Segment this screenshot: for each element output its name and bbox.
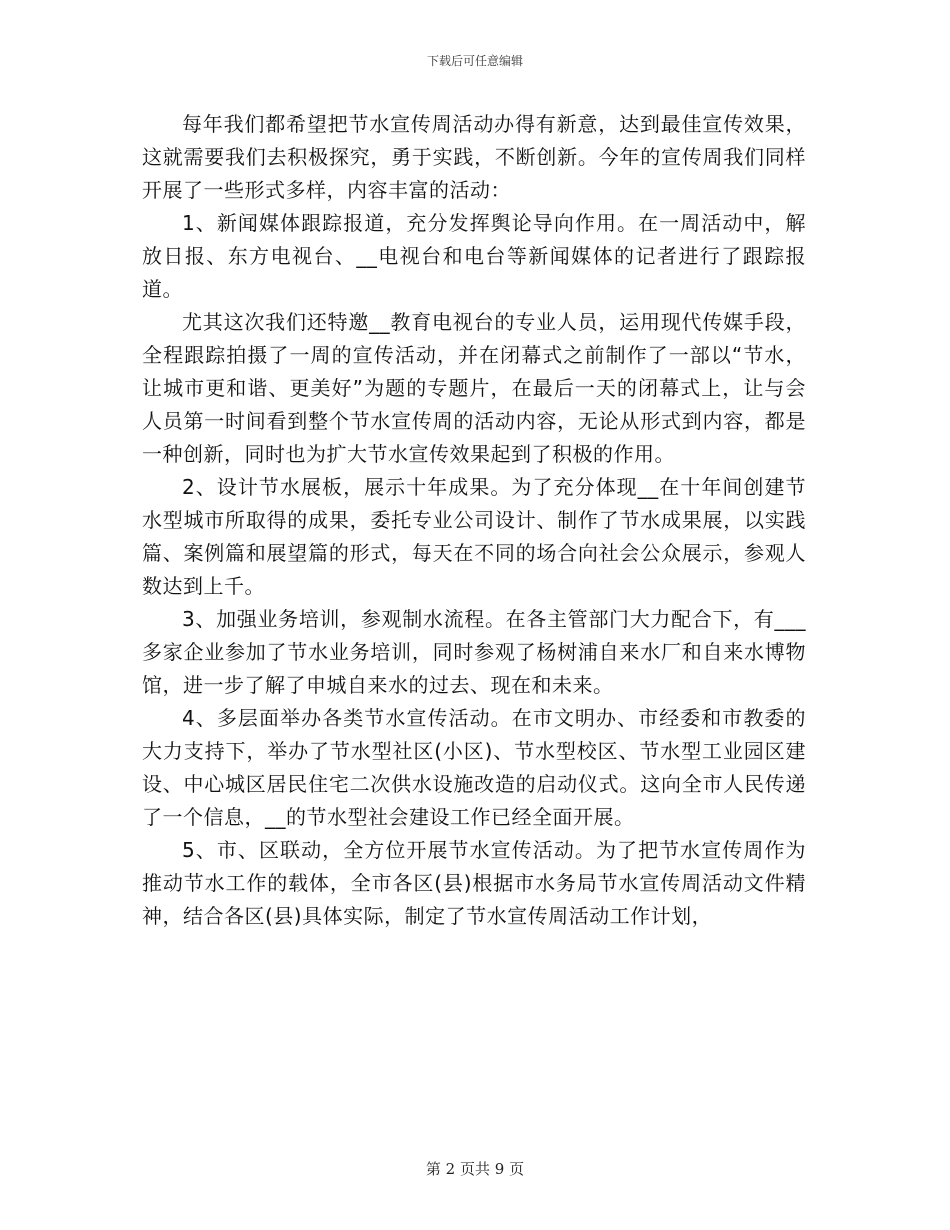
paragraph-intro: 每年我们都希望把节水宣传周活动办得有新意，达到最佳宣传效果，这就需要我们去积极探究，勇于实践，不断创新。今年的宣传周我们同样开展了一些形式多样，内容丰富的活动： [142, 112, 806, 202]
document-body [142, 108, 806, 1138]
paragraph-item-4: 4、多层面举办各类节水宣传活动。在市文明办、市经委和市教委的大力支持下，举办了节水型社区(小区)、节水型校区、节水型工业园区建设、中心城区居民住宅二次供水设施改造的启动仪式。这向全市人民传递了一个信息，__的节水型社会建设工作已经全面开展。 [142, 706, 806, 829]
page-number: 第 2 页共 9 页 [425, 1160, 525, 1178]
page-header: 下载后可任意编辑 [426, 54, 523, 68]
paragraph-item-1-detail: 尤其这次我们还特邀__教育电视台的专业人员，运用现代传媒手段，全程跟踪拍摄了一周的宣传活动，并在闭幕式之前制作了一部以“节水，让城市更和谐、更美好”为题的专题片，在最后一天的闭幕式上，让与会人员第一时间看到整个节水宣传周的活动内容，无论从形式到内容，都是一种创新，同时也为扩大节水宣传效果起到了积极的作用。 [142, 310, 806, 466]
paragraph-item-5: 5、市、区联动，全方位开展节水宣传活动。为了把节水宣传周作为推动节水工作的载体，全市各区(县)根据市水务局节水宣传周活动文件精神，结合各区(县)具体实际，制定了节水宣传周活动工作计划， [142, 838, 806, 928]
paragraph-item-2: 2、设计节水展板，展示十年成果。为了充分体现__在十年间创建节水型城市所取得的成果，委托专业公司设计、制作了节水成果展，以实践篇、案例篇和展望篇的形式，每天在不同的场合向社会公众展示，参观人数达到上千。 [142, 475, 806, 598]
paragraph-item-3: 3、加强业务培训，参观制水流程。在各主管部门大力配合下，有___多家企业参加了节水业务培训，同时参观了杨树浦自来水厂和自来水博物馆，进一步了解了申城自来水的过去、现在和未来。 [142, 607, 806, 697]
paragraph-item-1: 1、新闻媒体跟踪报道，充分发挥舆论导向作用。在一周活动中，解放日报、东方电视台、__电视台和电台等新闻媒体的记者进行了跟踪报道。 [142, 211, 806, 301]
